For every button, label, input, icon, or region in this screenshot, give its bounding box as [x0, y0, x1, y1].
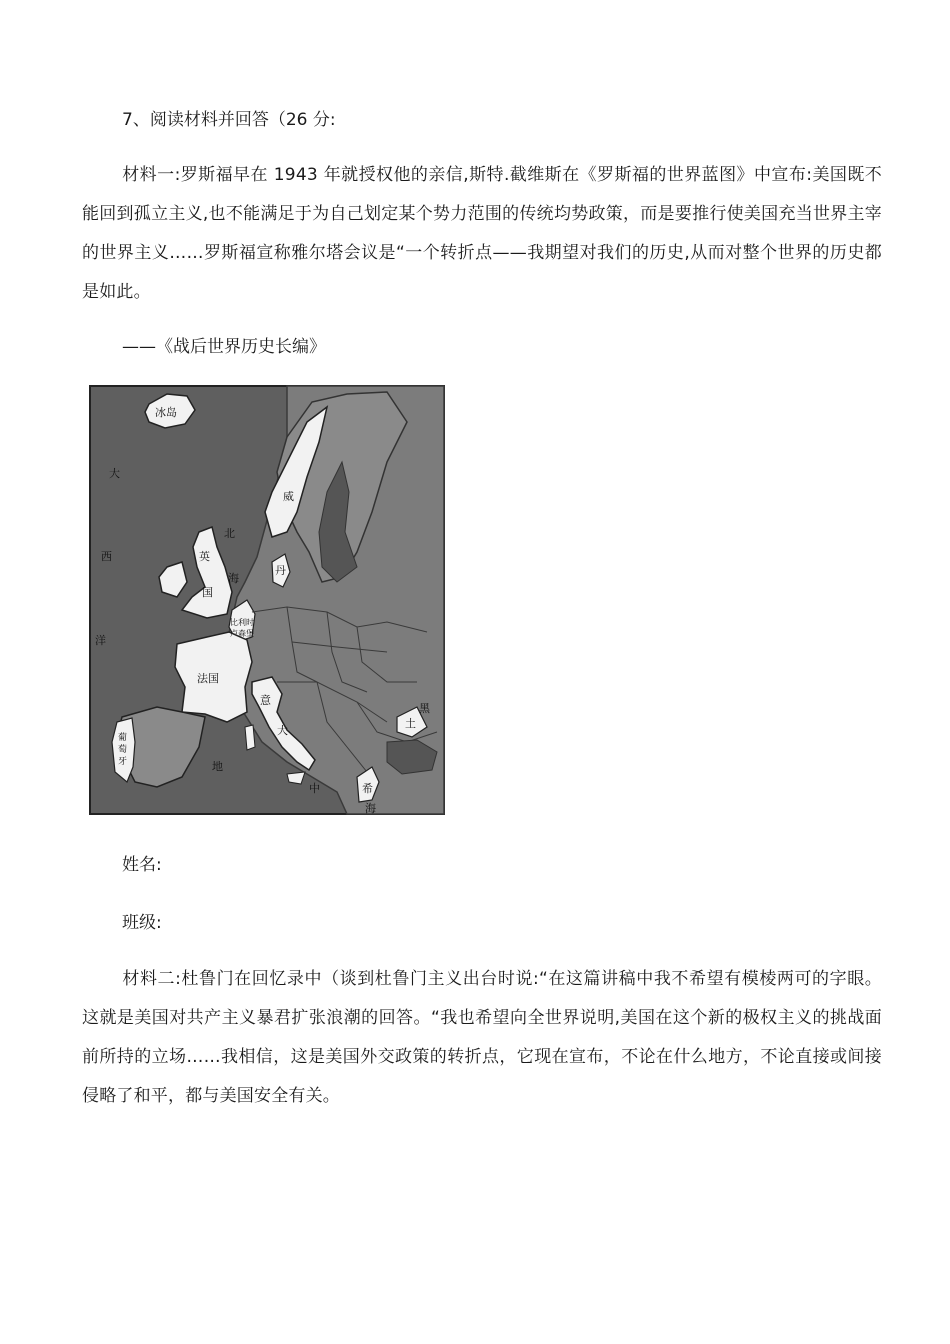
- map-label-north-sea-1: 北: [224, 527, 235, 540]
- map-label-atlantic-3: 洋: [95, 634, 106, 647]
- map-label-north-sea-2: 海: [228, 572, 239, 585]
- map-label-benelux-2: 卢森堡: [230, 629, 254, 638]
- map-label-italy-1: 意: [260, 694, 271, 707]
- map-label-france: 法国: [197, 672, 219, 685]
- map-label-atlantic-1: 大: [109, 467, 120, 480]
- material-two-paragraph: [82, 960, 882, 1116]
- material-two-text: 材料二:杜鲁门在回忆录中（谈到杜鲁门主义出台时说:“在这篇讲稿中我不希望有模棱两可的字眼。这就是美国对共产主义暴君扩张浪潮的回答。“我也希望向全世界说明,美国在这个新的极权主义的挑战面前所持的立场……我相信，这是美国外交政策的转折点，它现在宣布，不论在什么地方，不论直接或间接侵略了和平，都与美国安全有关。: [82, 969, 882, 1106]
- map-label-greece: 希: [362, 782, 373, 795]
- material-one-paragraph: [82, 156, 882, 312]
- question-heading: 7、阅读材料并回答（26 分:: [122, 110, 336, 130]
- map-label-italy-2: 大: [277, 724, 288, 737]
- class-label: 班级:: [122, 913, 162, 933]
- europe-map-graphic: [87, 382, 447, 820]
- map-label-denmark: 丹: [275, 564, 286, 577]
- map-label-britain-2: 国: [202, 586, 213, 599]
- map-label-med-3: 海: [365, 802, 376, 815]
- material-one-source: ——《战后世界历史长编》: [122, 337, 326, 357]
- material-one-text: 材料一:罗斯福早在 1943 年就授权他的亲信,斯特.截维斯在《罗斯福的世界蓝图》中宣布:美国既不能回到孤立主义,也不能满足于为自己划定某个势力范围的传统均势政策，而是要推行使美国充当世界主宰的世界主义……罗斯福宣称雅尔塔会议是“一个转折点——我期望对我们的历史,从而对整个世界的历史都是如此。: [82, 165, 882, 302]
- map-label-med-1: 地: [212, 760, 223, 773]
- map-label-benelux-1: 比利时: [230, 618, 254, 627]
- map-label-black-sea: 黑: [419, 702, 430, 715]
- map-label-atlantic-2: 西: [101, 550, 112, 563]
- map-label-portugal-2: 萄: [118, 745, 128, 755]
- map-label-norway: 威: [283, 490, 294, 503]
- map-label-portugal-3: 牙: [118, 757, 128, 767]
- map-label-britain-1: 英: [199, 550, 210, 563]
- map-label-portugal-1: 葡: [118, 733, 128, 743]
- map-sardinia: [245, 725, 255, 750]
- map-label-iceland: 冰岛: [155, 406, 177, 419]
- europe-map: [87, 382, 447, 820]
- name-label: 姓名:: [122, 855, 162, 875]
- map-label-turkey: 土: [405, 717, 416, 730]
- map-label-med-2: 中: [309, 782, 320, 795]
